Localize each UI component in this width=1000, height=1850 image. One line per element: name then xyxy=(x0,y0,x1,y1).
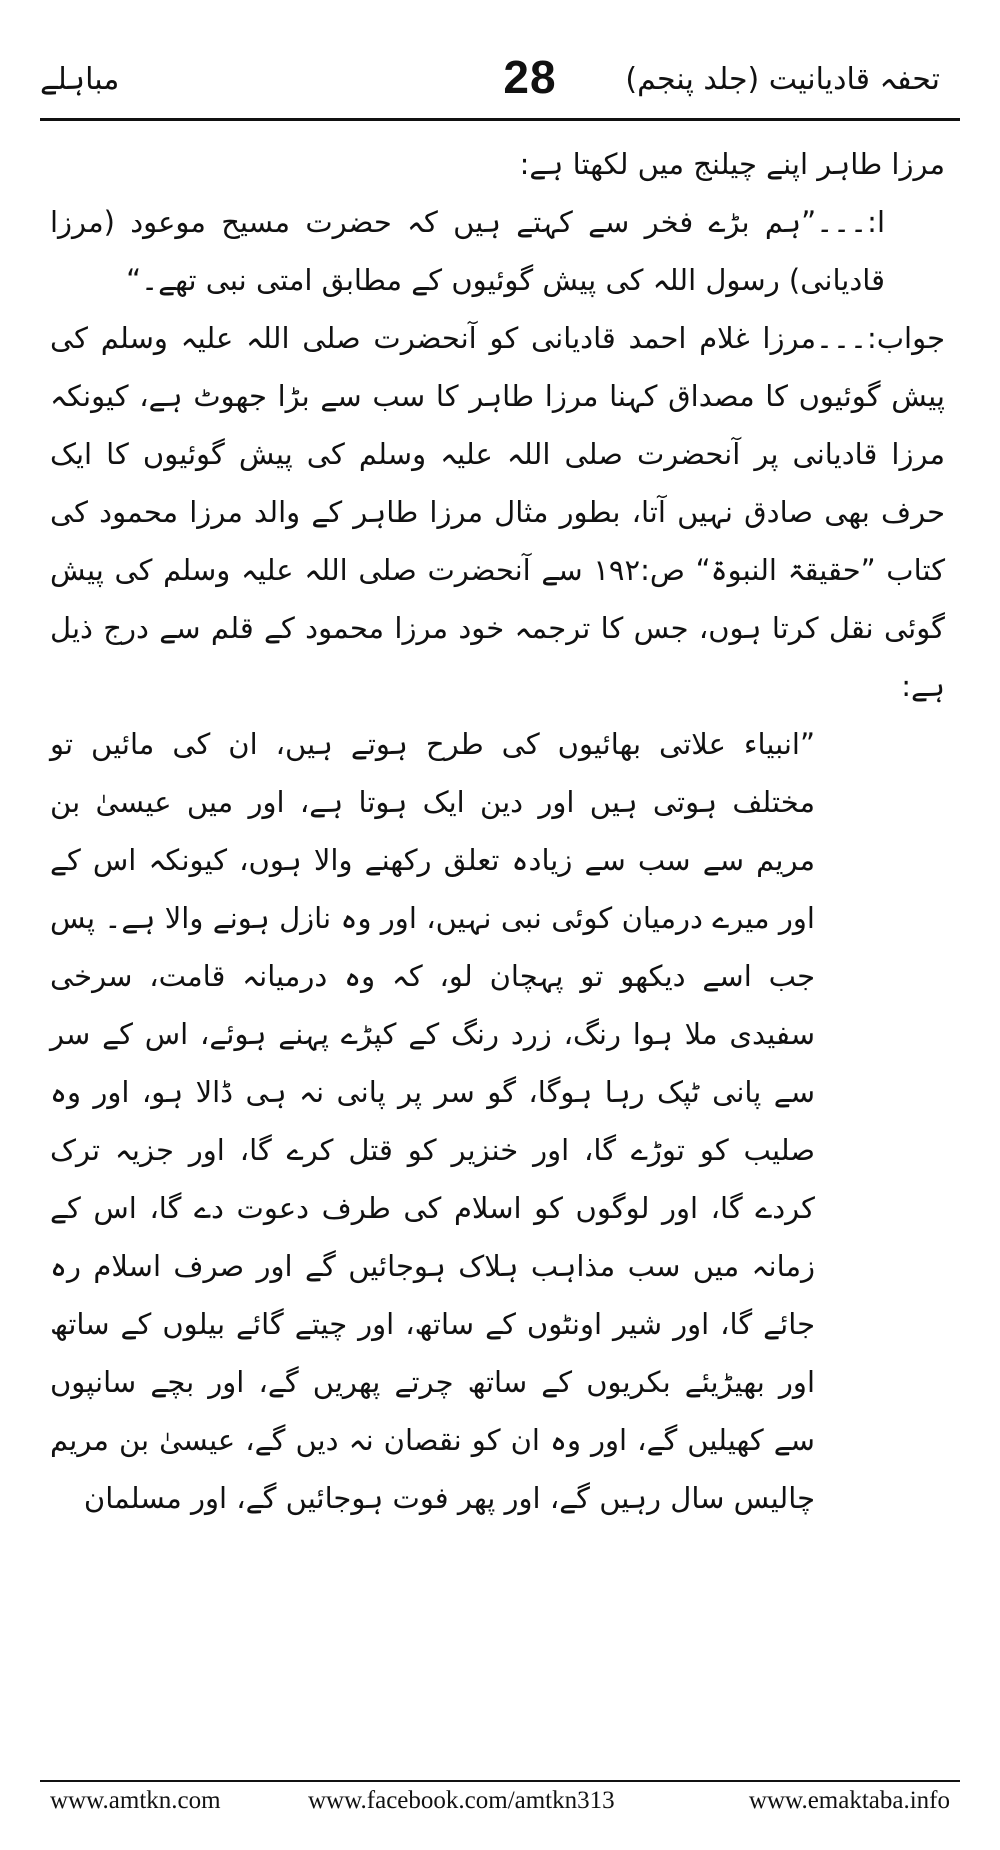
page-footer xyxy=(40,1783,960,1823)
header-divider xyxy=(40,118,960,121)
footer-divider xyxy=(40,1780,960,1782)
page-header xyxy=(40,50,960,110)
chapter-title: مباہلے xyxy=(40,62,120,97)
footer-website-emaktaba: www.emaktaba.info xyxy=(748,1787,950,1814)
book-title: تحفہ قادیانیت (جلد پنجم) xyxy=(625,62,940,97)
intro-line: مرزا طاہر اپنے چیلنج میں لکھتا ہے: xyxy=(519,147,945,181)
quoted-claim: ا:۔۔۔”ہم بڑے فخر سے کہتے ہیں کہ حضرت مسیح موعود (مرزا قادیانی) رسول اللہ کی پیش گوئیوں کے مطابق امتی نبی تھے۔“ xyxy=(50,205,885,297)
page-body xyxy=(50,135,945,1527)
hadith-quote: ”انبیاء علاتی بھائیوں کی طرح ہوتے ہیں، ان کی مائیں تو مختلف ہوتی ہیں اور دین ایک ہوتا ہے، اور میں عیسیٰ بن مریم سے سب سے زیادہ تعلق رکھنے والا ہوں، کیونکہ اس کے اور میرے درمیان کوئی نبی نہیں، اور وہ نازل ہونے والا ہے۔ پس جب اسے دیکھو تو پہچان لو، کہ وہ درمیانہ قامت، سرخی سفیدی ملا ہوا رنگ، زرد رنگ کے کپڑے پہنے ہوئے، اس کے سر سے پانی ٹپک رہا ہوگا، گو سر پر پانی نہ ہی ڈالا ہو، اور وہ صلیب کو توڑے گا، اور خنزیر کو قتل کرے گا، اور جزیہ ترک کردے گا، اور لوگوں کو اسلام کی طرف دعوت دے گا، اس کے زمانہ میں سب مذاہب ہلاک ہوجائیں گے اور صرف اسلام رہ جائے گا، اور شیر اونٹوں کے ساتھ، اور چیتے گائے بیلوں کے ساتھ اور بھیڑیئے بکریوں کے ساتھ چرتے پھریں گے، اور بچے سانپوں سے کھیلیں گے، اور وہ ان کو نقصان نہ دیں گے، عیسیٰ بن مریم چالیس سال رہیں گے، اور پھر فوت ہوجائیں گے، اور مسلمان xyxy=(50,727,815,1515)
page-number: 28 xyxy=(503,51,557,103)
answer-paragraph: جواب:۔۔۔مرزا غلام احمد قادیانی کو آنحضرت صلی اللہ علیہ وسلم کی پیش گوئیوں کا مصداق کہنا مرزا طاہر کا سب سے بڑا جھوٹ ہے، کیونکہ مرزا قادیانی پر آنحضرت صلی اللہ علیہ وسلم کی پیش گوئیوں کا ایک حرف بھی صادق نہیں آتا، بطور مثال مرزا طاہر کے والد مرزا محمود کی کتاب ”حقیقۃ النبوۃ“ ص:۱۹۲ سے آنحضرت صلی اللہ علیہ وسلم کی پیش گوئی نقل کرتا ہوں، جس کا ترجمہ خود مرزا محمود کے قلم سے درج ذیل ہے: xyxy=(50,321,945,703)
footer-website-amtkn: www.amtkn.com xyxy=(50,1787,221,1814)
footer-website-facebook: www.facebook.com/amtkn313 xyxy=(308,1787,615,1814)
